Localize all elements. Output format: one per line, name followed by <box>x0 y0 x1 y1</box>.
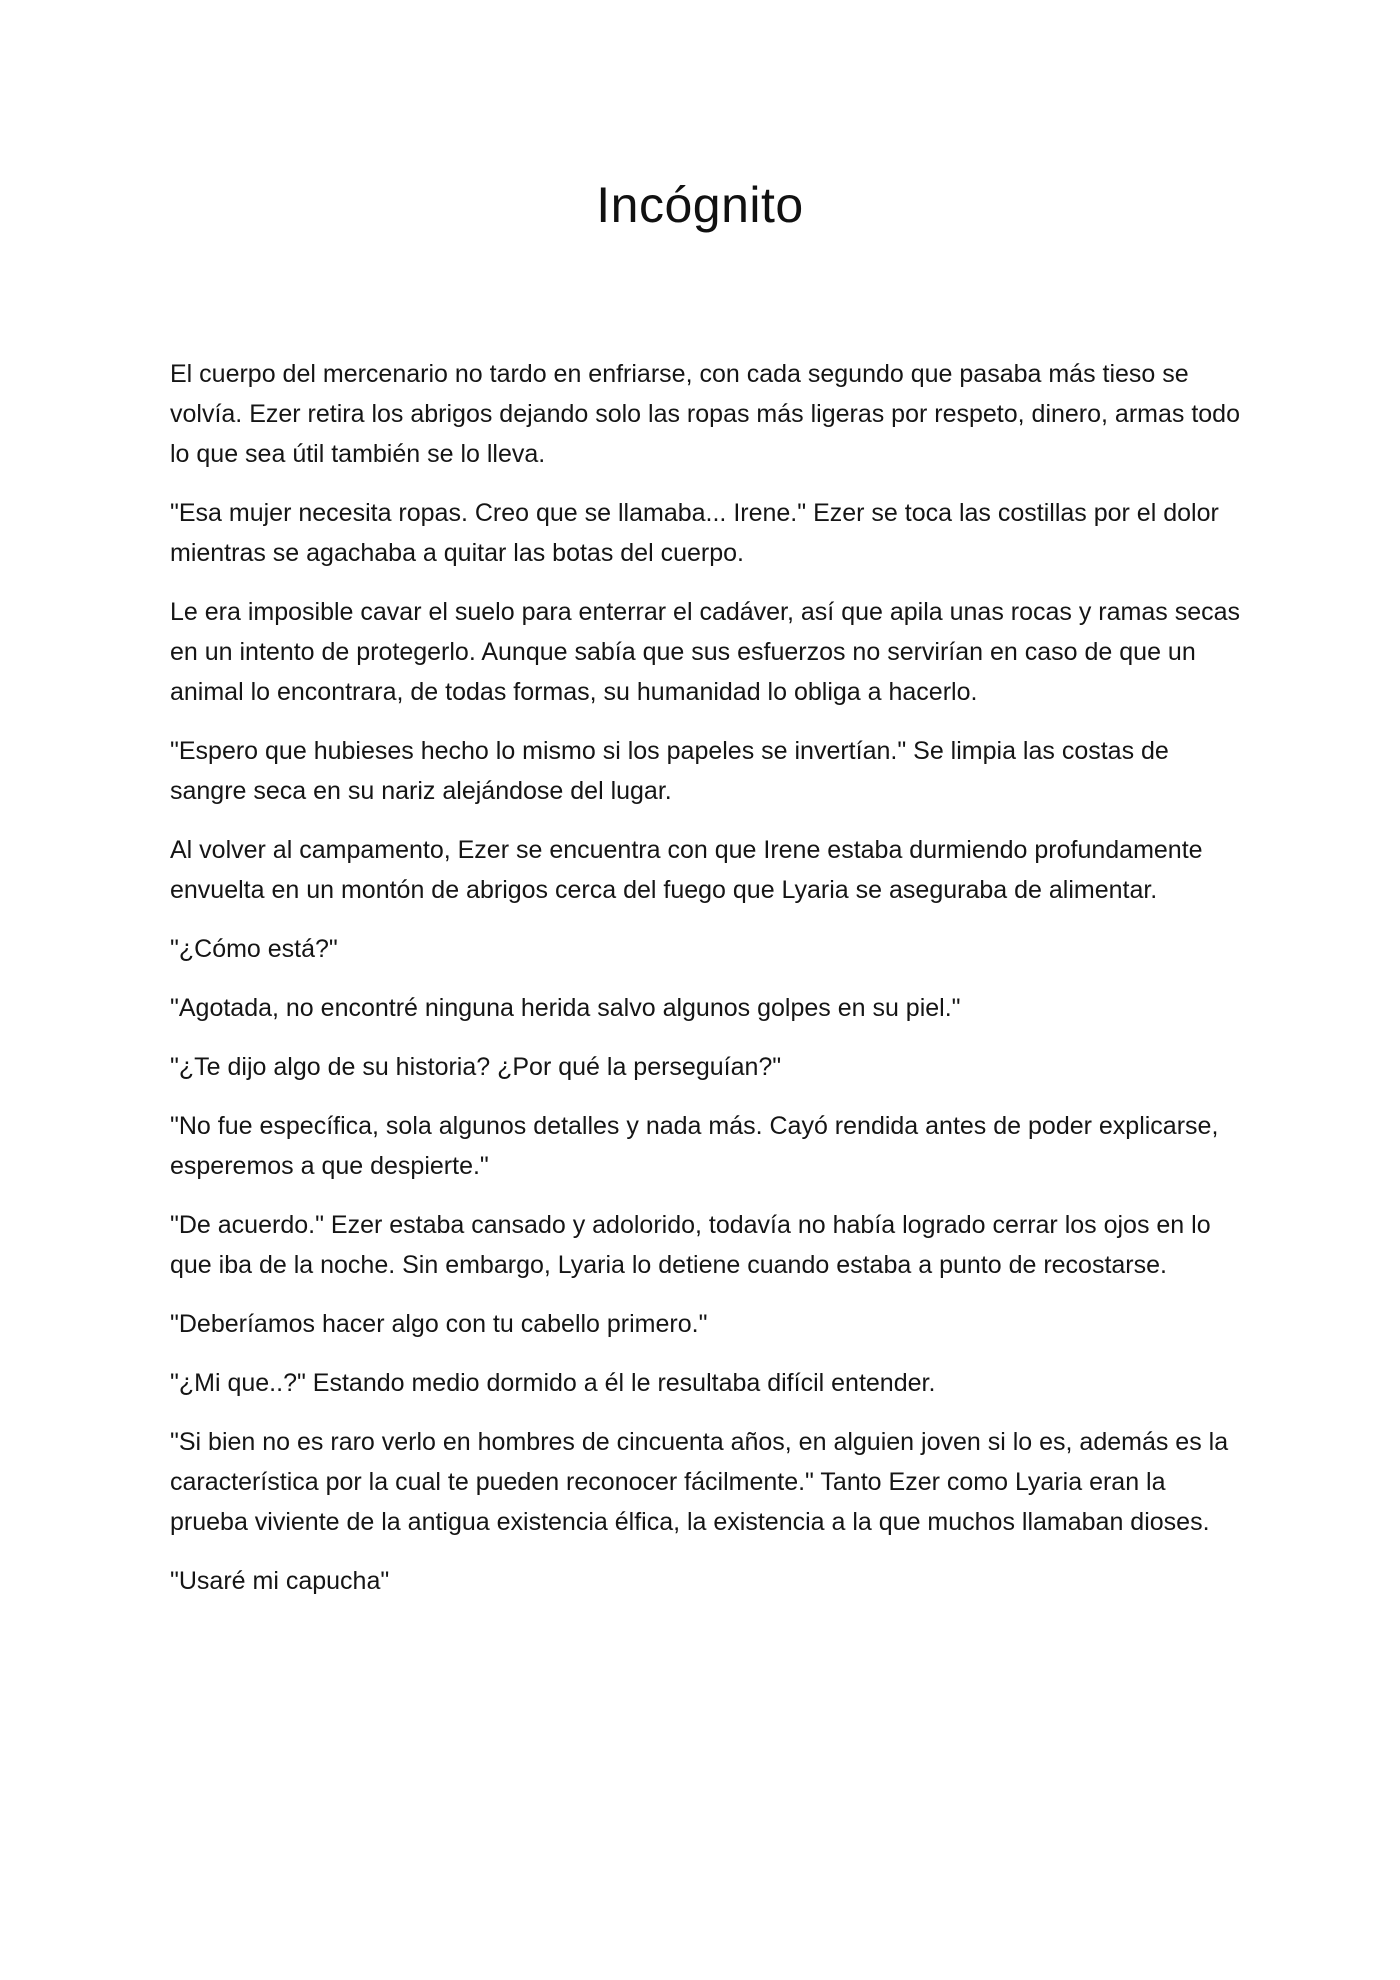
paragraph: "¿Mi que..?" Estando medio dormido a él le resultaba difícil entender. <box>170 1369 936 1397</box>
paragraph: "Deberíamos hacer algo con tu cabello primero." <box>170 1310 708 1338</box>
paragraph: El cuerpo del mercenario no tardo en enfriarse, con cada segundo que pasaba más tieso se volvía. Ezer retira los abrigos dejando solo las ropas más ligeras por respeto, dinero, armas todo lo que sea útil también se lo lleva. <box>170 360 1240 468</box>
paragraph: "¿Te dijo algo de su historia? ¿Por qué la perseguían?" <box>170 1053 782 1081</box>
paragraph: "Usaré mi capucha" <box>170 1567 390 1595</box>
paragraph: "Espero que hubieses hecho lo mismo si los papeles se invertían." Se limpia las costas de sangre seca en su nariz alejándose del lugar. <box>170 737 1169 805</box>
paragraph: Le era imposible cavar el suelo para enterrar el cadáver, así que apila unas rocas y ramas secas en un intento de protegerlo. Aunque sabía que sus esfuerzos no servirían en caso de que un animal lo encontrara, de todas formas, su humanidad lo obliga a hacerlo. <box>170 598 1241 706</box>
paragraph: "De acuerdo." Ezer estaba cansado y adolorido, todavía no había logrado cerrar los ojos en lo que iba de la noche. Sin embargo, Lyaria lo detiene cuando estaba a punto de recostarse. <box>170 1211 1211 1279</box>
paragraph: "Agotada, no encontré ninguna herida salvo algunos golpes en su piel." <box>170 994 961 1022</box>
document-body <box>170 354 1240 1620</box>
document-title: Incógnito <box>596 177 804 233</box>
paragraph: "¿Cómo está?" <box>170 935 338 963</box>
paragraph: "No fue específica, sola algunos detalles y nada más. Cayó rendida antes de poder explicarse, esperemos a que despierte." <box>170 1112 1219 1180</box>
paragraph: "Esa mujer necesita ropas. Creo que se llamaba... Irene." Ezer se toca las costillas por el dolor mientras se agachaba a quitar las botas del cuerpo. <box>170 499 1219 567</box>
paragraph: "Si bien no es raro verlo en hombres de cincuenta años, en alguien joven si lo es, además es la característica por la cual te pueden reconocer fácilmente." Tanto Ezer como Lyaria eran la prueba viviente de la antigua existencia élfica, la existencia a la que muchos llamaban dioses. <box>170 1428 1229 1536</box>
paragraph: Al volver al campamento, Ezer se encuentra con que Irene estaba durmiendo profundamente envuelta en un montón de abrigos cerca del fuego que Lyaria se aseguraba de alimentar. <box>170 836 1203 904</box>
